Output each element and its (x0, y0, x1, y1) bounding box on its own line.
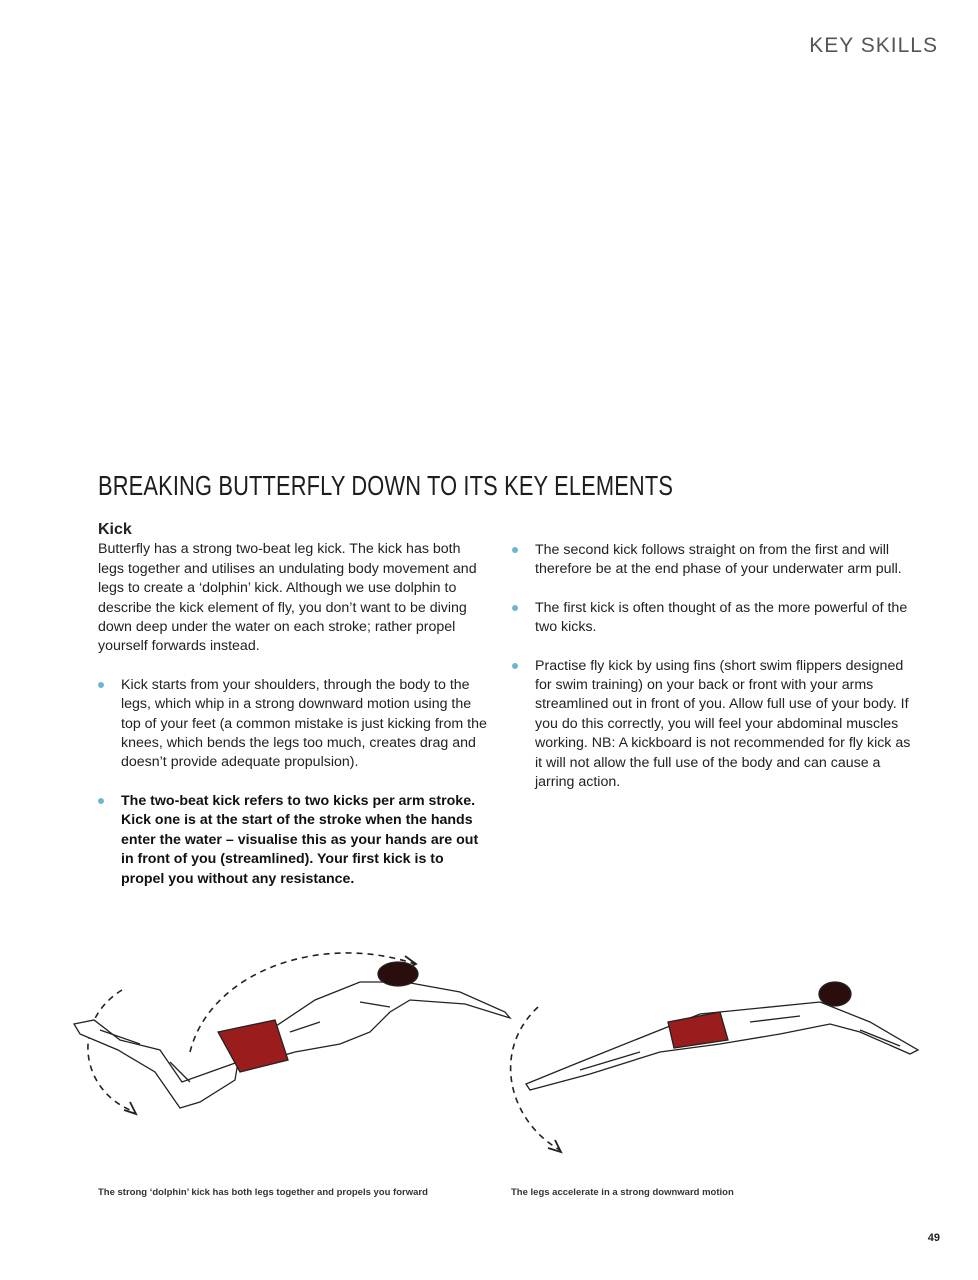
list-item-text: The first kick is often thought of as the more powerful of the two kicks. (535, 599, 908, 636)
page-title: BREAKING BUTTERFLY DOWN TO ITS KEY ELEMENTS (98, 470, 674, 501)
bullet-dot (98, 682, 104, 688)
bullet-dot (98, 798, 104, 804)
list-item (98, 792, 490, 889)
list-item-text: The second kick follows straight on from the first and will therefore be at the end phase of your underwater arm pull. (535, 542, 902, 578)
left-bullet-list (98, 676, 490, 889)
swimmer-right (526, 982, 918, 1090)
list-item-text: Practise fly kick by using fins (short swim flippers designed for swim training) on your back or front with your arms streamlined out in front of you. Allow full use of your body. If you do this correctly, you will feel your abdominal muscles working. NB: A kickboard is not recommended for fly kick as it will not allow the full use of the body and can cause a jarring action. (535, 657, 911, 791)
list-item-text: The two-beat kick refers to two kicks per arm stroke. Kick one is at the start of the stroke when the hands enter the water – visualise this as your hands are out in front of you (streamlined). Your first kick is to propel you without any resistance. (121, 792, 479, 887)
section-subheading: Kick (98, 521, 132, 538)
left-column (98, 520, 490, 889)
figure-caption-right: The legs accelerate in a strong downward motion (511, 1187, 734, 1198)
list-item (512, 599, 912, 638)
intro-paragraph: Butterfly has a strong two-beat leg kick. The kick has both legs together and utilises an undulating body movement and legs to create a ‘dolphin’ kick. Although we use dolphin to describe the kick element of fly, you don’t want to be diving down deep under the water on each stroke; rather propel yourself forwards instead. (98, 541, 477, 655)
running-head: KEY SKILLS (809, 34, 938, 57)
bullet-dot (512, 663, 518, 669)
list-item (512, 541, 912, 580)
butterfly-kick-illustration (60, 912, 940, 1172)
right-bullet-list (512, 541, 912, 792)
page-number: 49 (927, 1232, 940, 1244)
list-item (98, 676, 490, 773)
list-item-text: Kick starts from your shoulders, through the body to the legs, which whip in a strong downward motion using the top of your feet (a common mistake is just kicking from the knees, which bends the legs too much, creates drag and doesn’t provide adequate propulsion). (121, 676, 487, 771)
right-column (512, 541, 912, 792)
figure-caption-left: The strong ‘dolphin’ kick has both legs together and propels you forward (98, 1187, 428, 1198)
swimmer-left (74, 962, 510, 1108)
bullet-dot (512, 605, 518, 611)
list-item (512, 657, 912, 793)
bullet-dot (512, 547, 518, 553)
